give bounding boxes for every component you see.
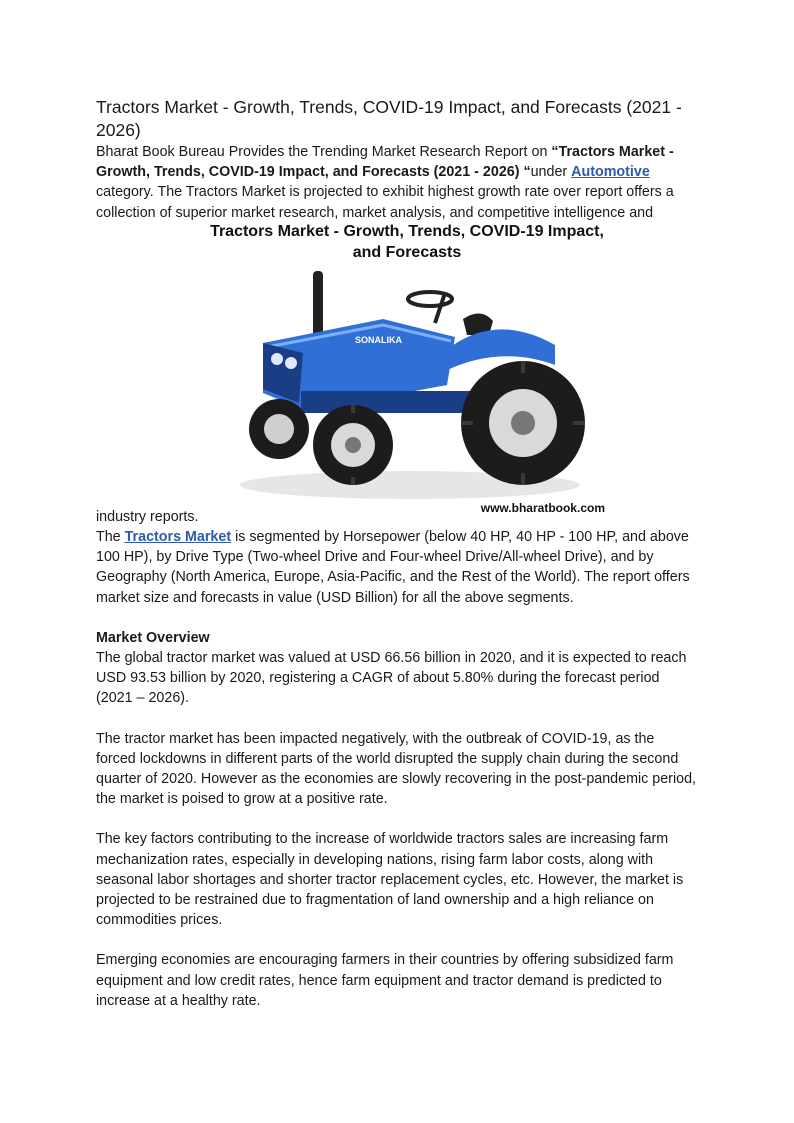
automotive-link[interactable]: Automotive (571, 164, 650, 181)
close-quote: “ (519, 164, 531, 181)
segmentation-paragraph (96, 527, 696, 608)
intro-text-after: category. The Tractors Market is projected to exhibit highest growth rate over report offers a collection of superior market research, market analysis, and competitive intelligence and (96, 184, 674, 221)
document-page (96, 96, 696, 1011)
figure-title-line2: and Forecasts (352, 243, 462, 261)
segment-text-after: is segmented by Horsepower (below 40 HP, 40 HP - 100 HP, and above 100 HP), by Drive Type (Two-wheel Drive and Four-wheel Drive/All-wheel Drive), and by Geography (North America, Europe, Asia-Pacific, and the Rest of the World). The report offers market size and forecasts in value (USD Billion) for all the above segments. (96, 529, 690, 606)
tractors-market-link[interactable]: Tractors Market (124, 529, 232, 546)
market-overview-heading: Market Overview (96, 629, 210, 646)
overview-paragraph-4: Emerging economies are encouraging farmers in their countries by offering subsidized farm equipment and low credit rates, hence farm equipment and tractor demand is predicted to increase at a healthy rate. (96, 952, 674, 1009)
industry-reports-text: industry reports. (96, 508, 199, 525)
figure-watermark-url: www.bharatbook.com (480, 500, 605, 515)
figure-title-line1: Tractors Market - Growth, Trends, COVID-19 Impact, (210, 222, 604, 240)
segment-text-before: The (96, 529, 125, 546)
overview-paragraph-1: The global tractor market was valued at USD 66.56 billion in 2020, and it is expected to reach USD 93.53 billion by 2020, registering a CAGR of about 5.80% during the forecast period (2021 – 2026). (96, 650, 687, 707)
open-quote: “ (551, 144, 559, 160)
tractor-figure (205, 223, 609, 517)
tractor-illustration (205, 223, 609, 517)
intro-paragraph (96, 142, 696, 223)
under-text: under (530, 164, 572, 181)
document-title: Tractors Market - Growth, Trends, COVID-19 Impact, and Forecasts (2021 - 2026) (96, 97, 682, 140)
overview-paragraph-3: The key factors contributing to the increase of worldwide tractors sales are increasing farm mechanization rates, especially in developing nations, rising farm labor costs, along with seasonal labor shortages and shorter tractor replacement cycles, etc. However, the market is projected to be restrained due to fragmentation of land ownership and a high reliance on commodities prices. (96, 831, 684, 929)
overview-paragraph-2: The tractor market has been impacted negatively, with the outbreak of COVID-19, as the forced lockdowns in different parts of the world disrupted the supply chain during the second quarter of 2020. However as the economies are slowly recovering in the post-pandemic period, the market is poised to grow at a positive rate. (96, 730, 696, 808)
tractor-brand-label: SONALIKA (355, 334, 402, 345)
intro-text: Bharat Book Bureau Provides the Trending Market Research Report on (96, 144, 552, 160)
report-title-bold: Tractors Market - Growth, Trends, COVID-19 Impact, and Forecasts (2021 - 2026) (96, 144, 674, 181)
